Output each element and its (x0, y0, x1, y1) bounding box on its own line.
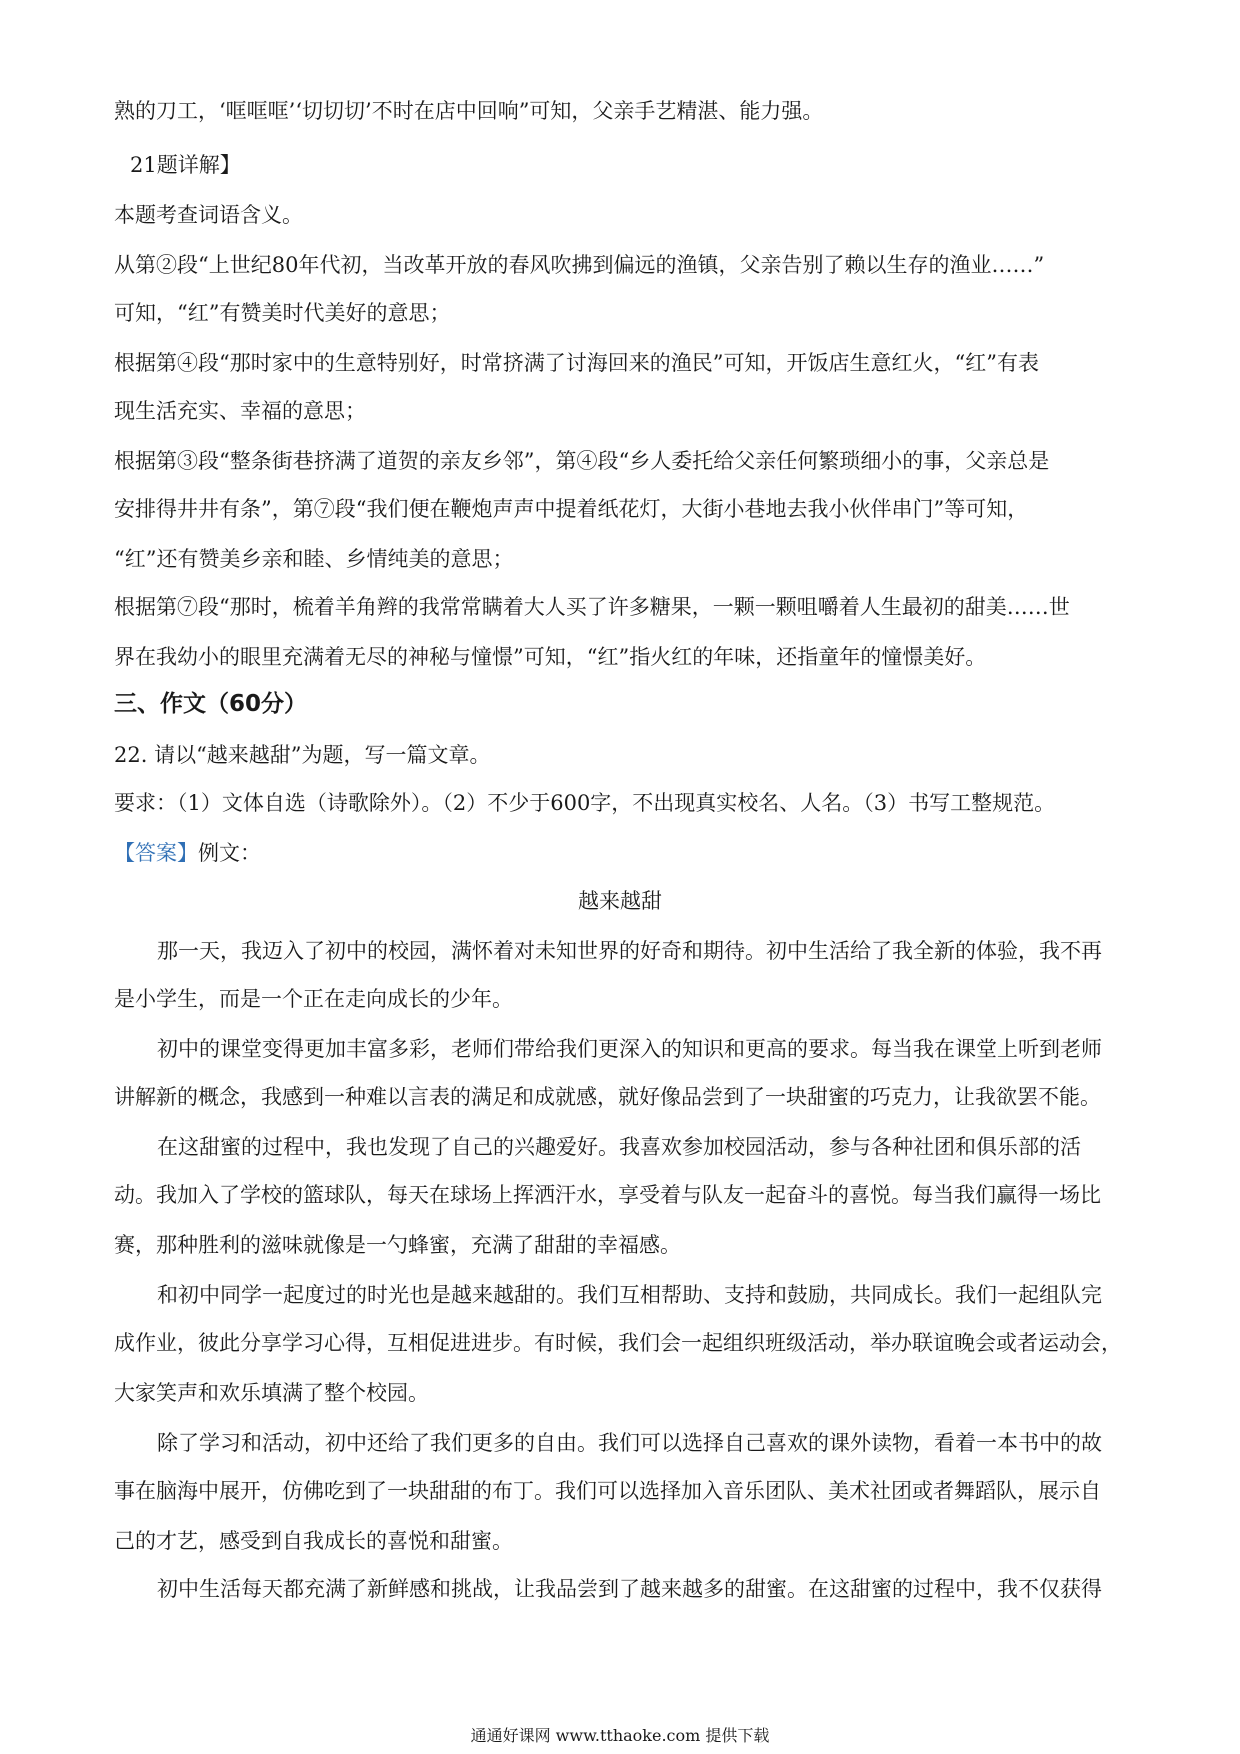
text-line: 现生活充实、幸福的意思； (114, 399, 366, 423)
essay-line: 赛，那种胜利的滋味就像是一勺蜂蜜，充满了甜甜的幸福感。 (114, 1233, 681, 1257)
answer-line (114, 838, 261, 868)
essay-line: 讲解新的概念，我感到一种难以言表的满足和成就感，就好像品尝到了一块甜蜜的巧克力，让我欲罢不能。 (114, 1085, 1101, 1109)
essay-line: 在这甜蜜的过程中，我也发现了自己的兴趣爱好。我喜欢参加校园活动，参与各种社团和俱乐部的活 (157, 1135, 1081, 1159)
essay-title: 越来越甜 (578, 889, 662, 913)
page-footer: 通通好课网 www.tthaoke.com 提供下载 (470, 1726, 770, 1745)
text-line: 可知，“红”有赞美时代美好的意思； (114, 301, 451, 325)
essay-line: 初中的课堂变得更加丰富多彩，老师们带给我们更深入的知识和更高的要求。每当我在课堂上听到老师 (157, 1037, 1102, 1061)
requirements: 要求：（1）文体自选（诗歌除外）。（2）不少于600字，不出现真实校名、人名。（3）书写工整规范。 (114, 791, 1056, 815)
essay-line: 成作业，彼此分享学习心得，互相促进进步。有时候，我们会一起组织班级活动，举办联谊晚会或者运动会， (114, 1331, 1122, 1355)
essay-line: 是小学生，而是一个正在走向成长的少年。 (114, 987, 513, 1011)
question-21-heading: 21题详解】 (130, 153, 241, 177)
section-heading: 三、作文（60分） (114, 691, 308, 717)
text-line: 熟的刀工，‘哐哐哐’‘切切切’不时在店中回响”可知，父亲手艺精湛、能力强。 (114, 99, 824, 123)
essay-line: 事在脑海中展开，仿佛吃到了一块甜甜的布丁。我们可以选择加入音乐团队、美术社团或者舞蹈队，展示自 (114, 1479, 1101, 1503)
essay-line: 那一天，我迈入了初中的校园，满怀着对未知世界的好奇和期待。初中生活给了我全新的体验，我不再 (157, 939, 1102, 963)
answer-mark: 【答案】 (114, 841, 198, 865)
answer-label: 例文： (198, 841, 261, 865)
text-line: “红”还有赞美乡亲和睦、乡情纯美的意思； (114, 547, 514, 571)
essay-line: 大家笑声和欢乐填满了整个校园。 (114, 1381, 429, 1405)
text-line: 界在我幼小的眼里充满着无尽的神秘与憧憬”可知，“红”指火红的年味，还指童年的憧憬美好。 (114, 645, 987, 669)
essay-line: 初中生活每天都充满了新鲜感和挑战，让我品尝到了越来越多的甜蜜。在这甜蜜的过程中，我不仅获得 (157, 1577, 1102, 1601)
text-line: 安排得井井有条”，第⑦段“我们便在鞭炮声声中提着纸花灯，大街小巷地去我小伙伴串门”等可知， (114, 497, 1029, 521)
essay-line: 除了学习和活动，初中还给了我们更多的自由。我们可以选择自己喜欢的课外读物，看着一本书中的故 (157, 1431, 1102, 1455)
question-22: 22. 请以“越来越甜”为题，写一篇文章。 (114, 743, 491, 767)
text-line: 从第②段“上世纪80年代初，当改革开放的春风吹拂到偏远的渔镇，父亲告别了赖以生存的渔业……” (114, 253, 1045, 277)
essay-line: 动。我加入了学校的篮球队，每天在球场上挥洒汗水，享受着与队友一起奋斗的喜悦。每当我们赢得一场比 (114, 1183, 1101, 1207)
text-line: 本题考查词语含义。 (114, 203, 303, 227)
essay-line: 和初中同学一起度过的时光也是越来越甜的。我们互相帮助、支持和鼓励，共同成长。我们一起组队完 (157, 1283, 1102, 1307)
essay-line: 己的才艺，感受到自我成长的喜悦和甜蜜。 (114, 1529, 513, 1553)
text-line: 根据第④段“那时家中的生意特别好，时常挤满了讨海回来的渔民”可知，开饭店生意红火，“红”有表 (114, 351, 1039, 375)
text-line: 根据第③段“整条街巷挤满了道贺的亲友乡邻”，第④段“乡人委托给父亲任何繁琐细小的事，父亲总是 (114, 449, 1050, 473)
text-line: 根据第⑦段“那时，梳着羊角辫的我常常瞒着大人买了许多糖果，一颗一颗咀嚼着人生最初的甜美……世 (114, 595, 1070, 619)
